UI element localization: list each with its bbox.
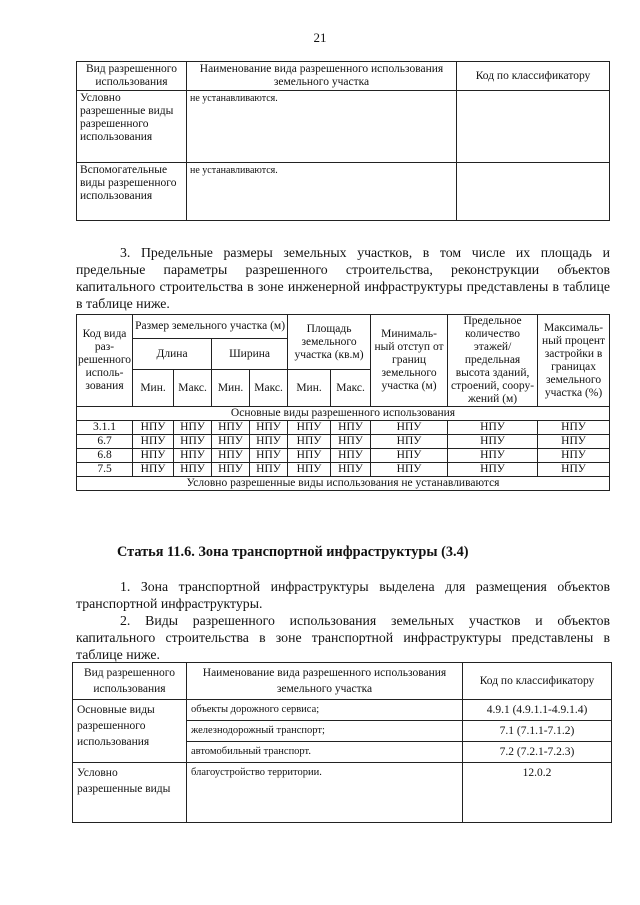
table-row [77, 435, 610, 449]
table-row [73, 763, 612, 823]
row-code: 7.5 [77, 463, 133, 477]
row-code: 12.0.2 [463, 763, 612, 823]
cell: НПУ [174, 449, 212, 463]
table-header-row [77, 315, 610, 339]
row-name: не устанавливаются. [187, 91, 457, 163]
cell: НПУ [331, 463, 371, 477]
header-code: Код вида раз-решенного исполь-зования [77, 315, 133, 407]
row-code: 4.9.1 (4.9.1.1-4.9.1.4) [463, 700, 612, 721]
header-kind: Вид разрешенного использования [77, 62, 187, 91]
cell: НПУ [331, 449, 371, 463]
row-code [457, 163, 610, 221]
table-row [77, 91, 610, 163]
table-row [77, 449, 610, 463]
cell: НПУ [448, 421, 538, 435]
row-code: 6.7 [77, 435, 133, 449]
header-name: Наименование вида разрешенного использования земельного участка [187, 62, 457, 91]
header-length: Длина [133, 339, 212, 370]
article-heading: Статья 11.6. Зона транспортной инфраструктуры (3.4) [117, 544, 469, 560]
header-size: Размер земельного участка (м) [133, 315, 288, 339]
cell: НПУ [288, 435, 331, 449]
cell: НПУ [133, 435, 174, 449]
cell: НПУ [250, 421, 288, 435]
section-row [77, 477, 610, 491]
cell: НПУ [448, 449, 538, 463]
cell: НПУ [538, 435, 610, 449]
row-code: 7.2 (7.2.1-7.2.3) [463, 742, 612, 763]
header-coverage: Максималь-ный процент застройки в границах земельного участка (%) [538, 315, 610, 407]
row-name: железнодорожный транспорт; [187, 721, 463, 742]
header-kind: Вид разрешенного использования [73, 663, 187, 700]
conditional-uses-table [76, 61, 610, 221]
cell: НПУ [538, 463, 610, 477]
cell: НПУ [538, 421, 610, 435]
row-name: объекты дорожного сервиса; [187, 700, 463, 721]
cell: НПУ [288, 449, 331, 463]
cell: НПУ [212, 449, 250, 463]
cell: НПУ [133, 463, 174, 477]
cell: НПУ [174, 463, 212, 477]
cell: НПУ [448, 435, 538, 449]
limits-table [76, 314, 610, 491]
cell: НПУ [212, 435, 250, 449]
row-kind: Условно разрешенные виды разрешенного использования [77, 91, 187, 163]
section-label: Основные виды разрешенного использования [77, 407, 610, 421]
header-min: Мин. [212, 370, 250, 407]
row-kind: Вспомогательные виды разрешенного использования [77, 163, 187, 221]
row-code: 6.8 [77, 449, 133, 463]
cell: НПУ [133, 421, 174, 435]
row-name: благоустройство территории. [187, 763, 463, 823]
header-setback: Минималь-ный отступ от границ земельного участка (м) [371, 315, 448, 407]
table-row [77, 421, 610, 435]
header-max: Макс. [331, 370, 371, 407]
cell: НПУ [371, 463, 448, 477]
row-code [457, 91, 610, 163]
cell: НПУ [448, 463, 538, 477]
cell: НПУ [212, 421, 250, 435]
row-name: не устанавливаются. [187, 163, 457, 221]
paragraph-zone: 1. Зона транспортной инфраструктуры выделена для размещения объектов транспортной инфраструктуры. 2. Виды разрешенного использования земельных участков и объектов капитального строительства в зоне транспортной инфраструктуры представлены в таблице ниже. [76, 579, 610, 662]
cell: НПУ [174, 435, 212, 449]
page-number: 21 [313, 30, 327, 45]
transport-uses-table [72, 662, 612, 823]
header-width: Ширина [212, 339, 288, 370]
header-area: Площадь земельного участка (кв.м) [288, 315, 371, 370]
cell: НПУ [538, 449, 610, 463]
cell: НПУ [250, 463, 288, 477]
cell: НПУ [288, 421, 331, 435]
paragraph-limits: 3. Предельные размеры земельных участков, в том числе их площадь и предельные параметры разрешенного строительства, реконструкции объектов капитального строительства в зоне инженерной инфраструктуры представлены в таблице в таблице ниже. [76, 245, 610, 311]
header-code: Код по классификатору [463, 663, 612, 700]
header-code: Код по классификатору [457, 62, 610, 91]
section-label: Условно разрешенные виды использования не устанавливаются [77, 477, 610, 491]
header-floors: Предельное количество этажей/ предельная высота зданий, строений, соору-жений (м) [448, 315, 538, 407]
cell: НПУ [331, 421, 371, 435]
table-row [77, 463, 610, 477]
table-header-row [77, 62, 610, 91]
cell: НПУ [133, 449, 174, 463]
header-max: Макс. [174, 370, 212, 407]
main-kind: Основные виды разрешенного использования [73, 700, 187, 763]
table-row [73, 700, 612, 721]
row-code: 7.1 (7.1.1-7.1.2) [463, 721, 612, 742]
cell: НПУ [371, 421, 448, 435]
header-min: Мин. [133, 370, 174, 407]
header-max: Макс. [250, 370, 288, 407]
section-row [77, 407, 610, 421]
cell: НПУ [288, 463, 331, 477]
row-name: автомобильный транспорт. [187, 742, 463, 763]
cell: НПУ [250, 449, 288, 463]
row-code: 3.1.1 [77, 421, 133, 435]
cell: НПУ [371, 449, 448, 463]
cond-kind: Условно разрешенные виды [73, 763, 187, 823]
cell: НПУ [331, 435, 371, 449]
table-header-row [73, 663, 612, 700]
header-name: Наименование вида разрешенного использования земельного участка [187, 663, 463, 700]
cell: НПУ [250, 435, 288, 449]
table-row [77, 163, 610, 221]
cell: НПУ [174, 421, 212, 435]
cell: НПУ [212, 463, 250, 477]
header-min: Мин. [288, 370, 331, 407]
cell: НПУ [371, 435, 448, 449]
